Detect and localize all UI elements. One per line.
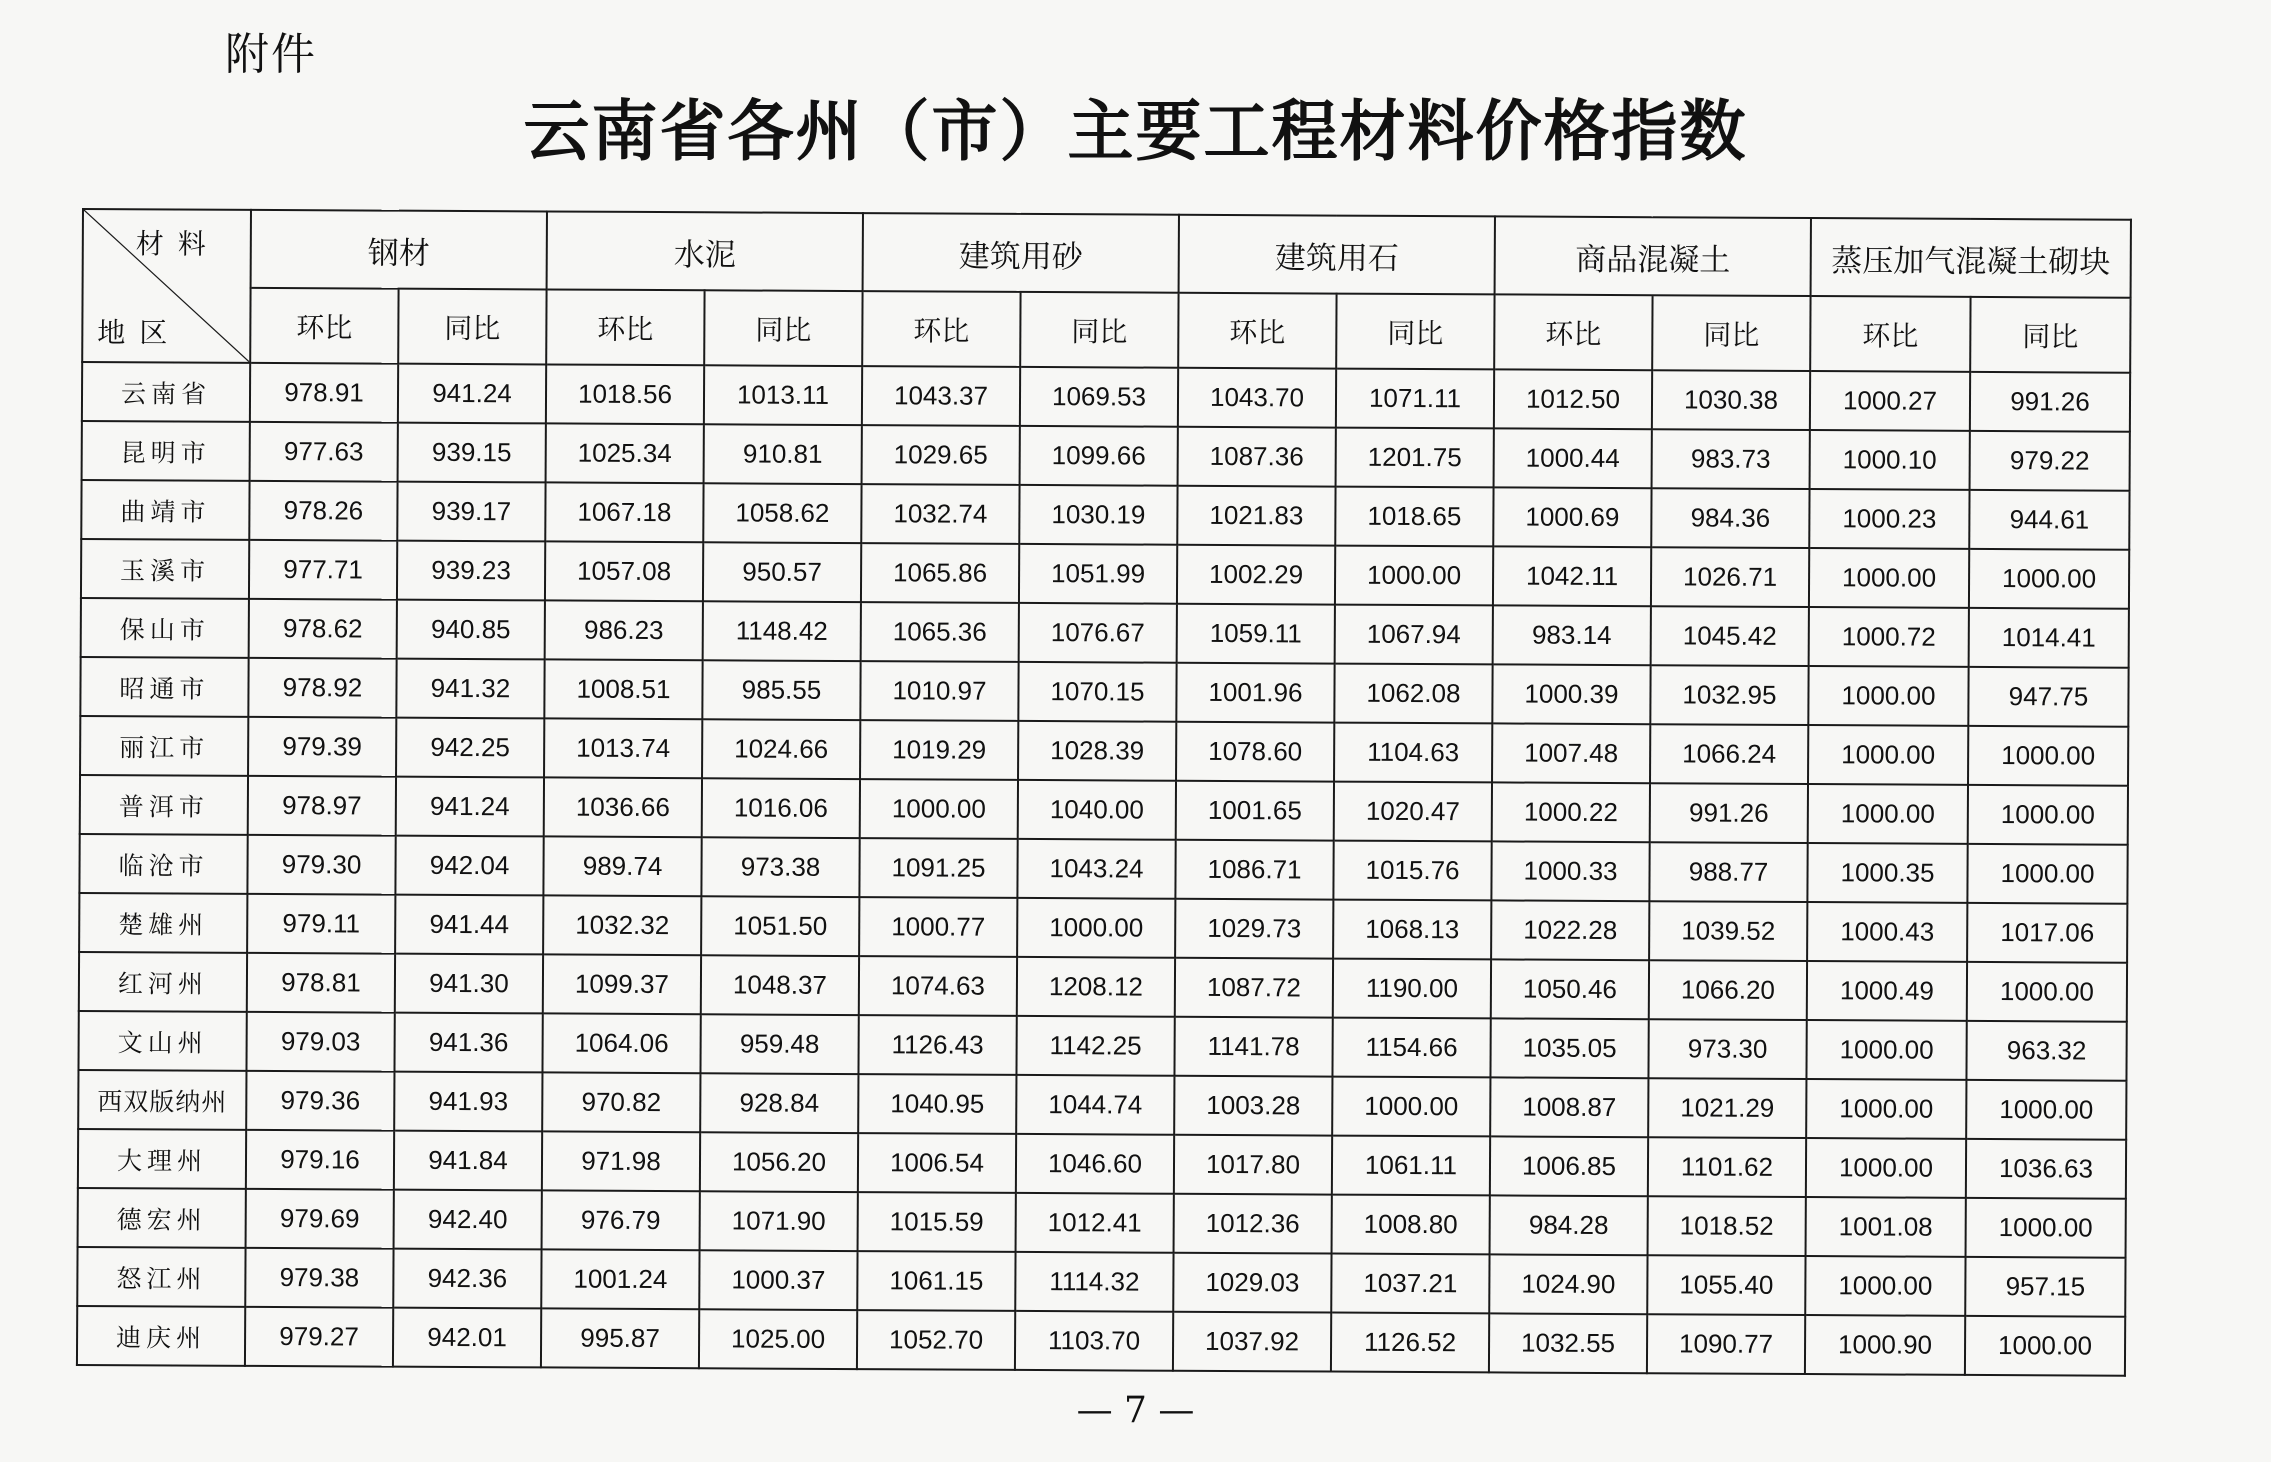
mom-value-cell: 1001.24	[541, 1249, 699, 1309]
yoy-value-cell: 1040.00	[1018, 780, 1176, 840]
yoy-value-cell: 1066.20	[1649, 960, 1807, 1020]
mom-value-cell: 1078.60	[1176, 722, 1334, 782]
mom-value-cell: 1012.50	[1494, 369, 1652, 429]
yoy-value-cell: 1015.76	[1333, 841, 1491, 901]
yoy-value-cell: 1013.11	[704, 365, 862, 425]
mom-value-cell: 978.97	[248, 776, 396, 836]
yoy-value-cell: 1061.11	[1332, 1136, 1490, 1196]
yoy-value-cell: 942.01	[393, 1308, 541, 1368]
mom-value-cell: 978.81	[247, 953, 395, 1013]
mom-value-cell: 1000.77	[859, 897, 1017, 957]
material-header: 商品混凝土	[1495, 216, 1811, 296]
yoy-header: 同比	[398, 289, 546, 365]
yoy-value-cell: 1069.53	[1020, 367, 1178, 427]
mom-value-cell: 976.79	[542, 1190, 700, 1250]
yoy-value-cell: 1201.75	[1336, 428, 1494, 488]
yoy-value-cell: 939.17	[397, 482, 545, 542]
yoy-value-cell: 1208.12	[1017, 957, 1175, 1017]
yoy-value-cell: 1068.13	[1333, 900, 1491, 960]
mom-value-cell: 1000.00	[1808, 666, 1968, 726]
yoy-header: 同比	[1020, 292, 1178, 368]
mom-value-cell: 1042.11	[1493, 546, 1651, 606]
mom-value-cell: 1000.00	[1805, 1256, 1965, 1316]
region-cell: 普洱市	[80, 775, 248, 835]
mom-value-cell: 1025.34	[546, 423, 704, 483]
yoy-value-cell: 1051.99	[1019, 544, 1177, 604]
region-cell: 曲靖市	[81, 480, 249, 540]
page-number: — 7 —	[1076, 1390, 1195, 1431]
mom-value-cell: 1000.35	[1807, 843, 1967, 903]
mom-value-cell: 1087.36	[1178, 427, 1336, 487]
mom-value-cell: 1067.18	[545, 482, 703, 542]
yoy-value-cell: 1000.00	[1335, 546, 1493, 606]
mom-value-cell: 1000.49	[1807, 961, 1967, 1021]
mom-value-cell: 1000.27	[1810, 371, 1970, 431]
table-row	[81, 598, 2129, 668]
yoy-value-cell: 1062.08	[1334, 664, 1492, 724]
table-row	[80, 716, 2128, 786]
mom-value-cell: 979.30	[247, 835, 395, 895]
table-row	[78, 1070, 2126, 1140]
yoy-header: 同比	[1652, 295, 1810, 371]
mom-value-cell: 978.92	[248, 658, 396, 718]
yoy-value-cell: 941.24	[398, 364, 546, 424]
mom-value-cell: 1029.03	[1173, 1253, 1331, 1313]
mom-header: 环比	[1494, 294, 1652, 370]
yoy-value-cell: 941.24	[396, 777, 544, 837]
mom-header: 环比	[1810, 296, 1970, 372]
mom-value-cell: 978.26	[249, 481, 397, 541]
mom-header: 环比	[546, 289, 704, 365]
table-row	[78, 1011, 2126, 1081]
mom-value-cell: 978.62	[249, 599, 397, 659]
mom-value-cell: 1126.43	[858, 1015, 1016, 1075]
yoy-value-cell: 1000.00	[1966, 1198, 2126, 1258]
yoy-value-cell: 942.04	[395, 836, 543, 896]
table-body	[77, 362, 2130, 1376]
price-index-sheet	[76, 208, 2132, 1377]
table-row	[82, 421, 2130, 491]
yoy-value-cell: 1030.38	[1652, 370, 1810, 430]
yoy-value-cell: 1000.00	[1017, 898, 1175, 958]
mom-value-cell: 1000.44	[1494, 428, 1652, 488]
table-row	[79, 893, 2127, 963]
mom-value-cell: 1032.74	[861, 484, 1019, 544]
mom-value-cell: 1036.66	[544, 777, 702, 837]
yoy-value-cell: 1030.19	[1019, 485, 1177, 545]
region-cell: 昆明市	[82, 421, 250, 481]
mom-value-cell: 1002.29	[1177, 545, 1335, 605]
attachment-label: 附件	[225, 29, 317, 80]
yoy-value-cell: 1000.37	[699, 1250, 857, 1310]
mom-value-cell: 1018.56	[546, 364, 704, 424]
yoy-value-cell: 1021.29	[1648, 1078, 1806, 1138]
yoy-value-cell: 941.36	[394, 1013, 542, 1073]
material-header: 建筑用砂	[863, 213, 1179, 293]
yoy-value-cell: 988.77	[1649, 842, 1807, 902]
yoy-value-cell: 944.61	[1969, 490, 2129, 550]
mom-value-cell: 1061.15	[857, 1251, 1015, 1311]
yoy-value-cell: 939.23	[397, 541, 545, 601]
yoy-value-cell: 1148.42	[703, 601, 861, 661]
table-row	[81, 480, 2129, 550]
mom-value-cell: 1007.48	[1492, 723, 1650, 783]
mom-value-cell: 1000.00	[1808, 725, 1968, 785]
table-row	[80, 775, 2128, 845]
yoy-value-cell: 1026.71	[1651, 547, 1809, 607]
mom-value-cell: 1064.06	[542, 1013, 700, 1073]
mom-value-cell: 977.71	[249, 540, 397, 600]
mom-value-cell: 1022.28	[1491, 900, 1649, 960]
mom-value-cell: 1099.37	[543, 954, 701, 1014]
yoy-value-cell: 979.22	[1970, 431, 2130, 491]
yoy-value-cell: 1103.70	[1015, 1311, 1173, 1371]
yoy-value-cell: 1016.06	[702, 778, 860, 838]
material-header: 蒸压加气混凝土砌块	[1811, 218, 2131, 298]
table-row	[78, 1129, 2126, 1199]
materials-corner-label: 材料	[135, 227, 220, 261]
yoy-value-cell: 1000.00	[1967, 962, 2127, 1022]
mom-value-cell: 1043.37	[862, 366, 1020, 426]
yoy-value-cell: 941.30	[395, 954, 543, 1014]
mom-value-cell: 1057.08	[545, 541, 703, 601]
yoy-header: 同比	[1970, 297, 2130, 373]
yoy-value-cell: 1048.37	[701, 955, 859, 1015]
mom-value-cell: 1059.11	[1177, 604, 1335, 664]
mom-value-cell: 979.16	[246, 1130, 394, 1190]
mom-value-cell: 1006.85	[1490, 1136, 1648, 1196]
region-cell: 昭通市	[80, 657, 248, 717]
mom-value-cell: 1043.70	[1178, 368, 1336, 428]
yoy-value-cell: 1039.52	[1649, 901, 1807, 961]
table-row	[77, 1306, 2125, 1376]
table-row	[80, 657, 2128, 727]
yoy-value-cell: 1000.00	[1967, 844, 2127, 904]
mom-value-cell: 1001.65	[1176, 781, 1334, 841]
corner-header-cell	[82, 209, 251, 363]
mom-value-cell: 971.98	[542, 1131, 700, 1191]
yoy-value-cell: 941.32	[396, 659, 544, 719]
region-cell: 西双版纳州	[78, 1070, 246, 1130]
table-row	[77, 1247, 2125, 1317]
mom-value-cell: 1000.00	[1806, 1020, 1966, 1080]
yoy-value-cell: 1032.95	[1650, 665, 1808, 725]
mom-value-cell: 1008.51	[544, 659, 702, 719]
region-cell: 怒江州	[77, 1247, 245, 1307]
yoy-value-cell: 928.84	[700, 1073, 858, 1133]
yoy-value-cell: 1046.60	[1016, 1134, 1174, 1194]
mom-value-cell: 1065.36	[861, 602, 1019, 662]
mom-value-cell: 1017.80	[1174, 1135, 1332, 1195]
mom-value-cell: 1012.36	[1174, 1194, 1332, 1254]
mom-value-cell: 979.03	[246, 1012, 394, 1072]
yoy-value-cell: 1055.40	[1647, 1255, 1805, 1315]
region-cell: 丽江市	[80, 716, 248, 776]
material-header: 钢材	[251, 210, 547, 290]
yoy-value-cell: 1036.63	[1966, 1139, 2126, 1199]
yoy-value-cell: 1025.00	[699, 1309, 857, 1369]
yoy-value-cell: 1101.62	[1648, 1137, 1806, 1197]
yoy-value-cell: 1000.00	[1965, 1316, 2125, 1376]
table-row	[81, 539, 2129, 609]
mom-header: 环比	[862, 291, 1020, 367]
yoy-value-cell: 942.36	[393, 1249, 541, 1309]
yoy-value-cell: 942.25	[396, 718, 544, 778]
yoy-value-cell: 973.38	[701, 837, 859, 897]
yoy-value-cell: 1020.47	[1334, 782, 1492, 842]
yoy-value-cell: 1018.52	[1648, 1196, 1806, 1256]
yoy-value-cell: 1090.77	[1647, 1314, 1805, 1374]
yoy-value-cell: 1014.41	[1969, 608, 2129, 668]
mom-value-cell: 1000.69	[1493, 487, 1651, 547]
region-cell: 临沧市	[79, 834, 247, 894]
material-header-row	[83, 209, 2131, 298]
yoy-value-cell: 1037.21	[1331, 1254, 1489, 1314]
mom-value-cell: 989.74	[543, 836, 701, 896]
mom-value-cell: 1000.00	[1808, 784, 1968, 844]
mom-value-cell: 1000.00	[1806, 1138, 1966, 1198]
region-cell: 德宏州	[78, 1188, 246, 1248]
mom-value-cell: 1008.87	[1490, 1077, 1648, 1137]
price-index-table	[76, 208, 2132, 1377]
table-row	[79, 952, 2127, 1022]
mom-value-cell: 1015.59	[858, 1192, 1016, 1252]
yoy-value-cell: 959.48	[700, 1014, 858, 1074]
mom-value-cell: 1040.95	[858, 1074, 1016, 1134]
mom-value-cell: 1021.83	[1177, 486, 1335, 546]
yoy-value-cell: 1104.63	[1334, 723, 1492, 783]
mom-value-cell: 1019.29	[860, 720, 1018, 780]
region-cell: 迪庆州	[77, 1306, 245, 1366]
yoy-value-cell: 942.40	[394, 1190, 542, 1250]
region-cell: 文山州	[78, 1011, 246, 1071]
yoy-value-cell: 1058.62	[703, 483, 861, 543]
yoy-value-cell: 950.57	[703, 542, 861, 602]
yoy-value-cell: 991.26	[1650, 783, 1808, 843]
mom-header: 环比	[1178, 293, 1336, 369]
mom-value-cell: 1000.39	[1492, 664, 1650, 724]
table-row	[79, 834, 2127, 904]
yoy-value-cell: 1043.24	[1017, 839, 1175, 899]
yoy-value-cell: 1142.25	[1016, 1016, 1174, 1076]
yoy-value-cell: 1071.90	[700, 1191, 858, 1251]
yoy-value-cell: 1126.52	[1331, 1313, 1489, 1373]
yoy-value-cell: 910.81	[704, 424, 862, 484]
yoy-value-cell: 939.15	[398, 423, 546, 483]
mom-value-cell: 1003.28	[1174, 1076, 1332, 1136]
mom-value-cell: 1024.90	[1489, 1254, 1647, 1314]
mom-value-cell: 1087.72	[1175, 958, 1333, 1018]
yoy-value-cell: 1000.00	[1969, 549, 2129, 609]
yoy-value-cell: 940.85	[397, 600, 545, 660]
yoy-value-cell: 1000.00	[1966, 1080, 2126, 1140]
yoy-value-cell: 941.93	[394, 1072, 542, 1132]
yoy-value-cell: 1008.80	[1332, 1195, 1490, 1255]
yoy-value-cell: 963.32	[1966, 1021, 2126, 1081]
yoy-value-cell: 1000.00	[1968, 726, 2128, 786]
yoy-value-cell: 973.30	[1648, 1019, 1806, 1079]
region-corner-label: 地区	[97, 316, 182, 350]
mom-value-cell: 970.82	[542, 1072, 700, 1132]
material-header: 水泥	[547, 211, 863, 291]
mom-value-cell: 1037.92	[1173, 1312, 1331, 1372]
yoy-value-cell: 1076.67	[1019, 603, 1177, 663]
yoy-value-cell: 1071.11	[1336, 369, 1494, 429]
mom-value-cell: 979.11	[247, 894, 395, 954]
mom-value-cell: 1000.10	[1810, 430, 1970, 490]
yoy-value-cell: 1070.15	[1018, 662, 1176, 722]
mom-value-cell: 979.38	[245, 1248, 393, 1308]
mom-value-cell: 979.27	[245, 1307, 393, 1367]
yoy-value-cell: 1044.74	[1016, 1075, 1174, 1135]
mom-value-cell: 1000.90	[1805, 1315, 1965, 1375]
mom-value-cell: 1010.97	[860, 661, 1018, 721]
mom-value-cell: 979.69	[246, 1189, 394, 1249]
yoy-value-cell: 1154.66	[1332, 1018, 1490, 1078]
yoy-value-cell: 1056.20	[700, 1132, 858, 1192]
mom-value-cell: 1086.71	[1175, 840, 1333, 900]
page-title: 云南省各州（市）主要工程材料价格指数	[523, 92, 1748, 170]
yoy-value-cell: 1066.24	[1650, 724, 1808, 784]
mom-value-cell: 1000.33	[1491, 841, 1649, 901]
yoy-value-cell: 1028.39	[1018, 721, 1176, 781]
mom-value-cell: 978.91	[250, 363, 398, 423]
yoy-value-cell: 1067.94	[1335, 605, 1493, 665]
yoy-value-cell: 1190.00	[1333, 959, 1491, 1019]
yoy-value-cell: 984.36	[1651, 488, 1809, 548]
ratio-header-row	[82, 287, 2130, 373]
mom-value-cell: 1013.74	[544, 718, 702, 778]
mom-value-cell: 1074.63	[859, 956, 1017, 1016]
yoy-value-cell: 1051.50	[701, 896, 859, 956]
yoy-value-cell: 941.84	[394, 1131, 542, 1191]
mom-value-cell: 1000.72	[1809, 607, 1969, 667]
mom-value-cell: 1000.00	[1809, 548, 1969, 608]
yoy-value-cell: 957.15	[1965, 1257, 2125, 1317]
yoy-value-cell: 1024.66	[702, 719, 860, 779]
mom-value-cell: 977.63	[250, 422, 398, 482]
yoy-header: 同比	[704, 290, 862, 366]
yoy-value-cell: 1114.32	[1015, 1252, 1173, 1312]
yoy-value-cell: 985.55	[702, 660, 860, 720]
mom-value-cell: 1000.22	[1492, 782, 1650, 842]
mom-value-cell: 1050.46	[1491, 959, 1649, 1019]
region-cell: 楚雄州	[79, 893, 247, 953]
mom-value-cell: 1029.65	[862, 425, 1020, 485]
mom-value-cell: 1141.78	[1174, 1017, 1332, 1077]
mom-value-cell: 1000.00	[1806, 1079, 1966, 1139]
mom-value-cell: 984.28	[1490, 1195, 1648, 1255]
region-cell: 大理州	[78, 1129, 246, 1189]
mom-value-cell: 979.36	[246, 1071, 394, 1131]
mom-value-cell: 995.87	[541, 1308, 699, 1368]
yoy-value-cell: 1099.66	[1020, 426, 1178, 486]
mom-value-cell: 1035.05	[1490, 1018, 1648, 1078]
mom-value-cell: 1001.96	[1176, 663, 1334, 723]
mom-value-cell: 1000.00	[860, 779, 1018, 839]
mom-value-cell: 1001.08	[1806, 1197, 1966, 1257]
yoy-value-cell: 1045.42	[1651, 606, 1809, 666]
table-row	[78, 1188, 2126, 1258]
mom-header: 环比	[250, 288, 398, 364]
yoy-value-cell: 1017.06	[1967, 903, 2127, 963]
region-cell: 玉溪市	[81, 539, 249, 599]
mom-value-cell: 979.39	[248, 717, 396, 777]
mom-value-cell: 1032.32	[543, 895, 701, 955]
yoy-value-cell: 1018.65	[1335, 487, 1493, 547]
yoy-value-cell: 947.75	[1968, 667, 2128, 727]
table-row	[82, 362, 2130, 432]
mom-value-cell: 1006.54	[858, 1133, 1016, 1193]
mom-value-cell: 1000.43	[1807, 902, 1967, 962]
yoy-value-cell: 941.44	[395, 895, 543, 955]
yoy-value-cell: 983.73	[1652, 429, 1810, 489]
region-cell: 云南省	[82, 362, 250, 422]
mom-value-cell: 1091.25	[859, 838, 1017, 898]
yoy-value-cell: 991.26	[1970, 372, 2130, 432]
mom-value-cell: 1052.70	[857, 1310, 1015, 1370]
region-cell: 红河州	[79, 952, 247, 1012]
mom-value-cell: 1065.86	[861, 543, 1019, 603]
region-cell: 保山市	[81, 598, 249, 658]
mom-value-cell: 1029.73	[1175, 899, 1333, 959]
mom-value-cell: 1032.55	[1489, 1313, 1647, 1373]
mom-value-cell: 1000.23	[1809, 489, 1969, 549]
yoy-value-cell: 1012.41	[1016, 1193, 1174, 1253]
mom-value-cell: 986.23	[545, 600, 703, 660]
yoy-header: 同比	[1336, 294, 1494, 370]
mom-value-cell: 983.14	[1493, 605, 1651, 665]
yoy-value-cell: 1000.00	[1332, 1077, 1490, 1137]
material-header: 建筑用石	[1179, 215, 1495, 295]
yoy-value-cell: 1000.00	[1968, 785, 2128, 845]
